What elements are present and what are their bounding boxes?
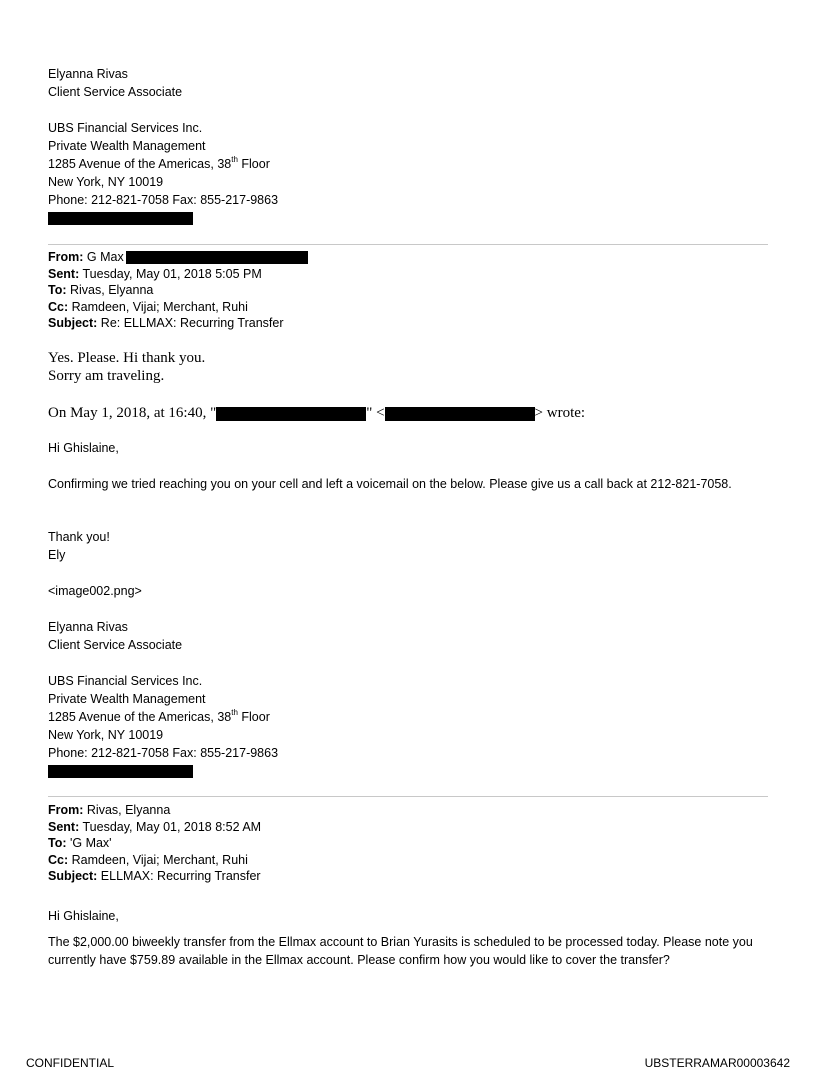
- message-1-body: Confirming we tried reaching you on your cell and left a voicemail on the below. Please give us a call back at 212-821-7058.: [48, 477, 732, 491]
- footer-bates-number: UBSTERRAMAR00003642: [644, 1056, 790, 1070]
- email-header-2: [48, 802, 261, 885]
- subject-label: Subject:: [48, 316, 98, 330]
- divider: [48, 796, 768, 797]
- from-row: [48, 249, 308, 266]
- address-floor: Floor: [237, 710, 270, 724]
- to-value: 'G Max': [66, 836, 112, 850]
- phone-fax: Phone: 212-821-7058 Fax: 855-217-9863: [48, 193, 279, 207]
- cc-row: [48, 299, 308, 316]
- redaction-block: [216, 407, 366, 421]
- cc-row: [48, 852, 261, 869]
- sent-label: Sent:: [48, 819, 80, 834]
- sent-row: [48, 819, 261, 836]
- reply-body: [48, 349, 205, 385]
- signature-mid: [48, 618, 278, 780]
- division-name: Private Wealth Management: [48, 139, 206, 153]
- from-label: From:: [48, 803, 84, 817]
- to-label: To:: [48, 283, 67, 297]
- redacted-line: [48, 209, 278, 227]
- division-name: Private Wealth Management: [48, 692, 206, 706]
- street-address: [48, 708, 278, 726]
- redaction-block: [126, 251, 308, 264]
- signature-top: [48, 65, 278, 227]
- quote-middle: " <: [366, 405, 385, 421]
- redaction-block: [48, 212, 193, 225]
- from-row: [48, 802, 261, 819]
- quote-attribution: [48, 404, 585, 422]
- redaction-block: [48, 765, 193, 778]
- subject-label: Subject:: [48, 869, 98, 883]
- reply-line-2: Sorry am traveling.: [48, 368, 165, 384]
- spacer: [48, 654, 278, 672]
- city-address: New York, NY 10019: [48, 175, 164, 189]
- sender-name: Elyanna Rivas: [48, 620, 128, 634]
- from-value: Rivas, Elyanna: [83, 803, 171, 817]
- address-text: 1285 Avenue of the Americas, 38: [48, 157, 232, 171]
- quote-suffix: > wrote:: [534, 405, 586, 421]
- sent-label: Sent:: [48, 266, 80, 281]
- address-floor: Floor: [237, 157, 270, 171]
- subject-row: [48, 868, 261, 885]
- from-value: G Max: [83, 250, 124, 264]
- spacer: [48, 101, 278, 119]
- message-2-greeting: Hi Ghislaine,: [48, 909, 119, 923]
- cc-label: Cc:: [48, 852, 69, 867]
- divider: [48, 244, 768, 245]
- email-header-1: [48, 249, 308, 332]
- signoff-line: Ely: [48, 548, 66, 562]
- sent-value: Tuesday, May 01, 2018 8:52 AM: [79, 819, 262, 834]
- message-1-closing: [48, 528, 110, 564]
- city-address: New York, NY 10019: [48, 728, 164, 742]
- company-name: UBS Financial Services Inc.: [48, 674, 203, 688]
- subject-value: Re: ELLMAX: Recurring Transfer: [97, 316, 284, 330]
- sender-name: Elyanna Rivas: [48, 67, 128, 81]
- attachment-placeholder: <image002.png>: [48, 584, 142, 598]
- thanks-line: Thank you!: [48, 530, 110, 544]
- sender-title: Client Service Associate: [48, 85, 183, 99]
- to-value: Rivas, Elyanna: [66, 283, 154, 297]
- redaction-block: [385, 407, 535, 421]
- to-row: [48, 835, 261, 852]
- sender-title: Client Service Associate: [48, 638, 183, 652]
- address-text: 1285 Avenue of the Americas, 38: [48, 710, 232, 724]
- subject-value: ELLMAX: Recurring Transfer: [97, 869, 261, 883]
- message-1-greeting: Hi Ghislaine,: [48, 441, 119, 455]
- from-label: From:: [48, 250, 84, 264]
- cc-label: Cc:: [48, 299, 69, 314]
- quote-prefix: On May 1, 2018, at 16:40, ": [48, 405, 217, 421]
- to-label: To:: [48, 836, 67, 850]
- cc-value: Ramdeen, Vijai; Merchant, Ruhi: [68, 852, 248, 867]
- sent-value: Tuesday, May 01, 2018 5:05 PM: [79, 266, 262, 281]
- phone-fax: Phone: 212-821-7058 Fax: 855-217-9863: [48, 746, 279, 760]
- subject-row: [48, 315, 308, 332]
- address-superscript: th: [231, 154, 238, 164]
- street-address: [48, 155, 278, 173]
- to-row: [48, 282, 308, 299]
- reply-line-1: Yes. Please. Hi thank you.: [48, 350, 206, 366]
- company-name: UBS Financial Services Inc.: [48, 121, 203, 135]
- footer-confidential: CONFIDENTIAL: [26, 1056, 115, 1070]
- message-2-body: The $2,000.00 biweekly transfer from the Ellmax account to Brian Yurasits is scheduled to be processed today. Please note you currently have $759.89 available in the Ellmax account. Please confirm how you would like to cover the transfer?: [48, 935, 753, 967]
- cc-value: Ramdeen, Vijai; Merchant, Ruhi: [68, 299, 248, 314]
- sent-row: [48, 266, 308, 283]
- address-superscript: th: [231, 707, 238, 717]
- redacted-line: [48, 762, 278, 780]
